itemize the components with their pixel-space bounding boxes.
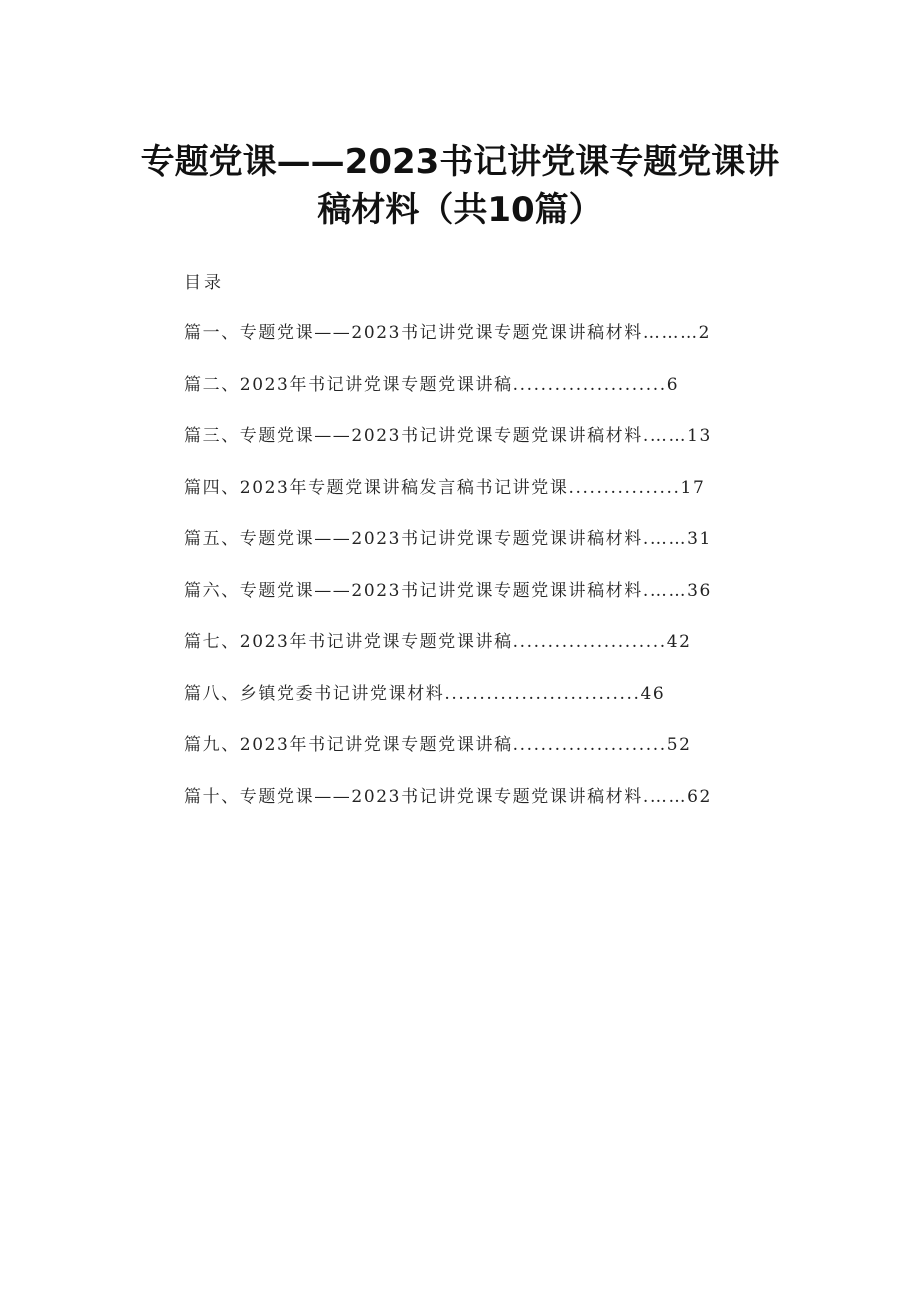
toc-entry-text: 篇九、2023年书记讲党课专题党课讲稿......................52 [184, 735, 692, 755]
toc-entry-text: 篇七、2023年书记讲党课专题党课讲稿......................42 [184, 632, 692, 652]
document-title-line-1: 专题党课——2023书记讲党课专题党课讲 [140, 142, 780, 182]
toc-entry-9[interactable] [184, 732, 804, 784]
toc-entry-text: 篇四、2023年专题党课讲稿发言稿书记讲党课................17 [184, 477, 706, 498]
toc-entry-text: 篇一、专题党课——2023书记讲党课专题党课讲稿材料………2 [184, 323, 712, 343]
toc-heading: 目录 [184, 273, 224, 293]
toc-entry-4[interactable] [184, 475, 804, 527]
toc-entry-text: 篇六、专题党课——2023书记讲党课专题党课讲稿材料.……36 [184, 580, 712, 601]
toc-entry-text: 篇八、乡镇党委书记讲党课材料............................46 [184, 683, 666, 704]
toc-entry-2[interactable] [184, 372, 804, 424]
toc-entry-6[interactable] [184, 578, 804, 630]
toc-entry-text: 篇三、专题党课——2023书记讲党课专题党课讲稿材料.……13 [184, 426, 712, 446]
toc-entry-7[interactable] [184, 629, 804, 681]
toc-entry-text: 篇二、2023年书记讲党课专题党课讲稿......................6 [184, 374, 680, 395]
toc-entry-text: 篇五、专题党课——2023书记讲党课专题党课讲稿材料.……31 [184, 529, 712, 549]
toc-entry-10[interactable] [184, 784, 804, 836]
toc-entry-3[interactable] [184, 423, 804, 475]
toc-entry-text: 篇十、专题党课——2023书记讲党课专题党课讲稿材料.……62 [184, 786, 712, 807]
table-of-contents [184, 320, 804, 835]
toc-entry-1[interactable] [184, 320, 804, 372]
toc-entry-8[interactable] [184, 681, 804, 733]
document-title-line-2: 稿材料（共10篇） [317, 190, 603, 230]
toc-entry-5[interactable] [184, 526, 804, 578]
